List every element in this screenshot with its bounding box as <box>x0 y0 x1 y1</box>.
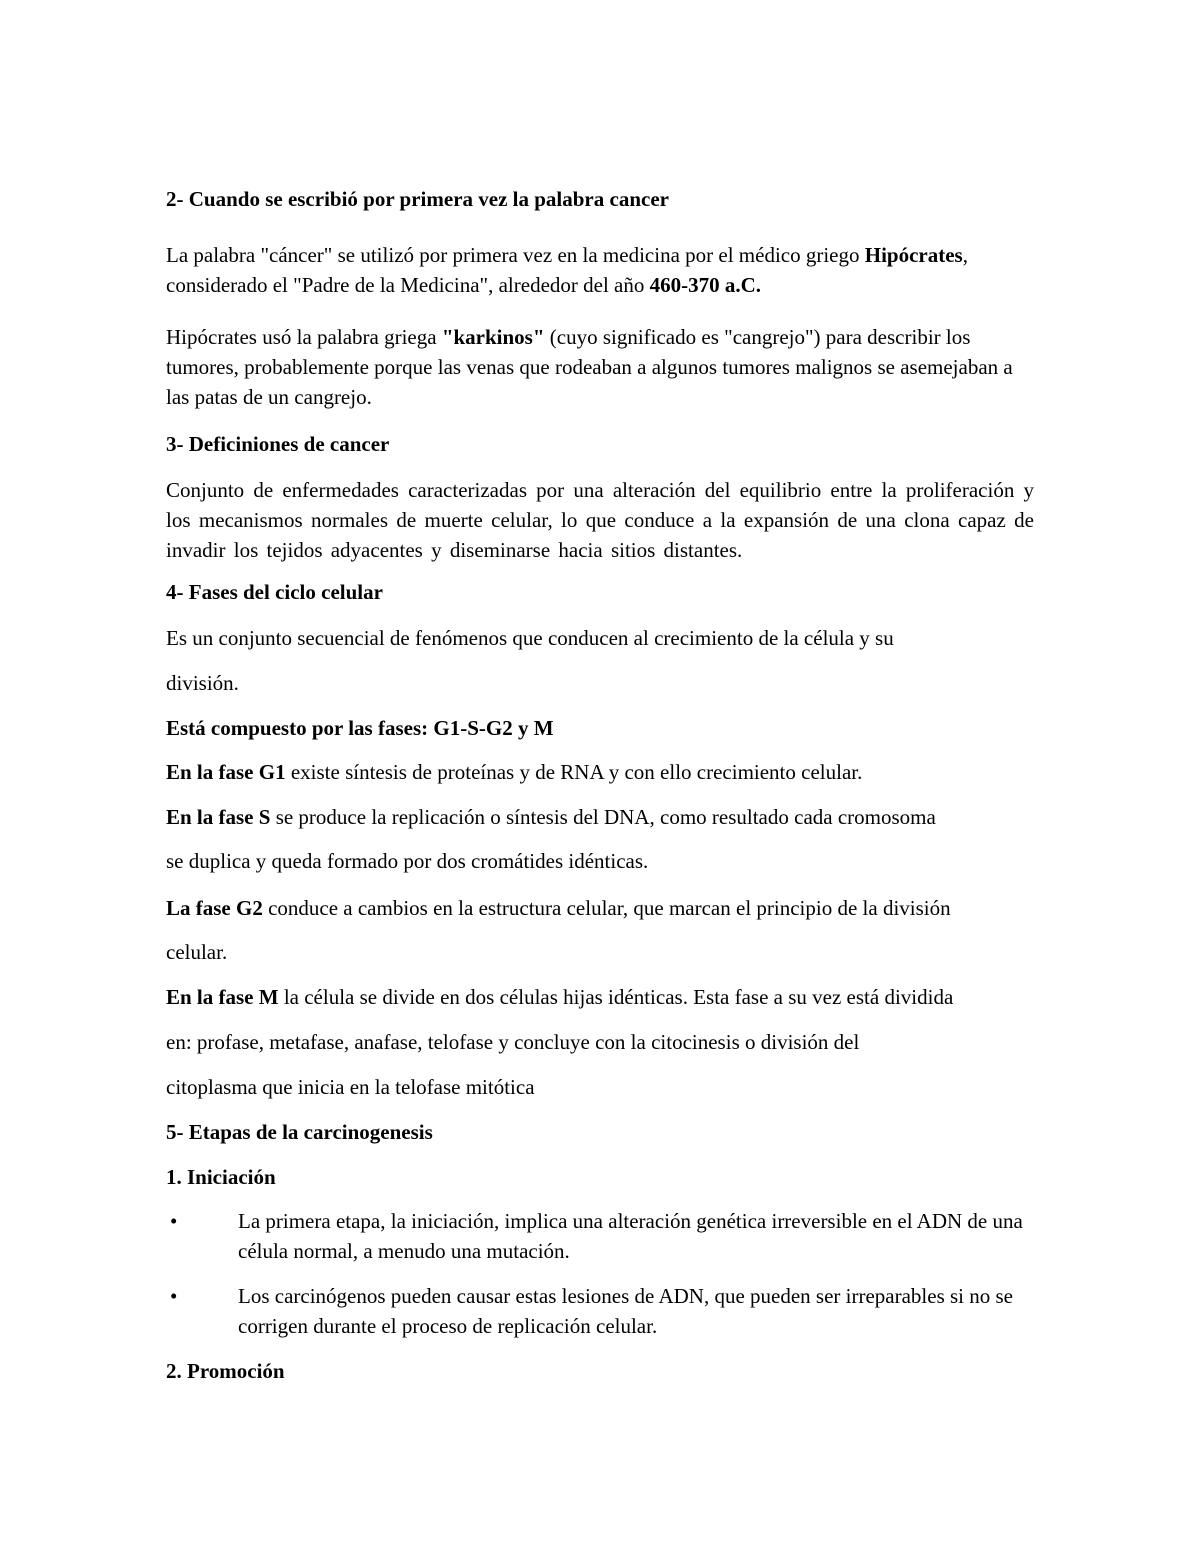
stage-1-heading: 1. Iniciación <box>166 1165 276 1189</box>
phase-g2-line-2: celular. <box>166 940 228 964</box>
phase-m-line-3: citoplasma que inicia en la telofase mitótica <box>166 1075 535 1099</box>
bullet-item-2: Los carcinógenos pueden causar estas lesiones de ADN, que pueden ser irreparables si no se corrigen durante el proceso de replicación celular. <box>238 1284 1013 1338</box>
text-run: , considerado el "Padre de la Medicina", alrededor del año <box>166 243 968 297</box>
text-run: La palabra "cáncer" se utilizó por primera vez en la medicina por el médico griego <box>166 243 865 267</box>
section-3-heading: 3- Deficiniones de cancer <box>166 432 390 456</box>
text-run: (cuyo significado es "cangrejo") para describir los tumores, probablemente porque las venas que rodeaban a algunos tumores malignos se asemejaban a las patas de un cangrejo. <box>166 325 1013 409</box>
phase-g2-line-1 <box>166 893 1034 923</box>
section-4-intro-line-2: división. <box>166 671 239 695</box>
text-run: se produce la replicación o síntesis del DNA, como resultado cada cromosoma <box>270 805 936 829</box>
bullet-icon: • <box>170 1284 178 1308</box>
phase-m-line-2: en: profase, metafase, anafase, telofase y concluye con la citocinesis o división del <box>166 1030 860 1054</box>
section-3-paragraph: Conjunto de enfermedades caracterizadas por una alteración del equilibrio entre la proliferación y los mecanismos normales de muerte celular, lo que conduce a la expansión de una clona capaz de invadir los tejidos adyacentes y diseminarse hacia sitios distantes. <box>166 478 1034 562</box>
phase-s-line-2: se duplica y queda formado por dos cromátides idénticas. <box>166 849 649 873</box>
text-run: la célula se divide en dos células hijas idénticas. Esta fase a su vez está dividida <box>278 985 954 1009</box>
phase-g1-paragraph <box>166 757 1034 787</box>
phase-m-line-1 <box>166 982 1034 1012</box>
phases-heading: Está compuesto por las fases: G1-S-G2 y M <box>166 716 554 740</box>
stage-2-heading: 2. Promoción <box>166 1359 285 1383</box>
phase-s-label: En la fase S <box>166 805 271 829</box>
bold-text-year: 460-370 a.C. <box>649 273 762 297</box>
bold-text-hipocrates: Hipócrates <box>864 243 963 267</box>
bullet-item-1: La primera etapa, la iniciación, implica una alteración genética irreversible en el ADN de una célula normal, a menudo una mutación. <box>238 1209 1023 1263</box>
bullet-icon: • <box>170 1209 178 1233</box>
text-run: conduce a cambios en la estructura celular, que marcan el principio de la división <box>262 896 951 920</box>
section-2-paragraph-1 <box>166 240 1034 300</box>
section-4-heading: 4- Fases del ciclo celular <box>166 580 383 604</box>
section-5-heading: 5- Etapas de la carcinogenesis <box>166 1120 433 1144</box>
text-run: existe síntesis de proteínas y de RNA y con ello crecimiento celular. <box>285 760 863 784</box>
section-2-heading: 2- Cuando se escribió por primera vez la palabra cancer <box>166 187 669 211</box>
section-4-intro-line-1: Es un conjunto secuencial de fenómenos que conducen al crecimiento de la célula y su <box>166 626 894 650</box>
phase-m-label: En la fase M <box>166 985 279 1009</box>
text-run: Hipócrates usó la palabra griega <box>166 325 442 349</box>
phase-s-line-1 <box>166 802 1034 832</box>
phase-g2-label: La fase G2 <box>166 896 263 920</box>
section-2-paragraph-2 <box>166 322 1034 412</box>
phase-g1-label: En la fase G1 <box>166 760 286 784</box>
bold-text-karkinos: "karkinos" <box>441 325 545 349</box>
